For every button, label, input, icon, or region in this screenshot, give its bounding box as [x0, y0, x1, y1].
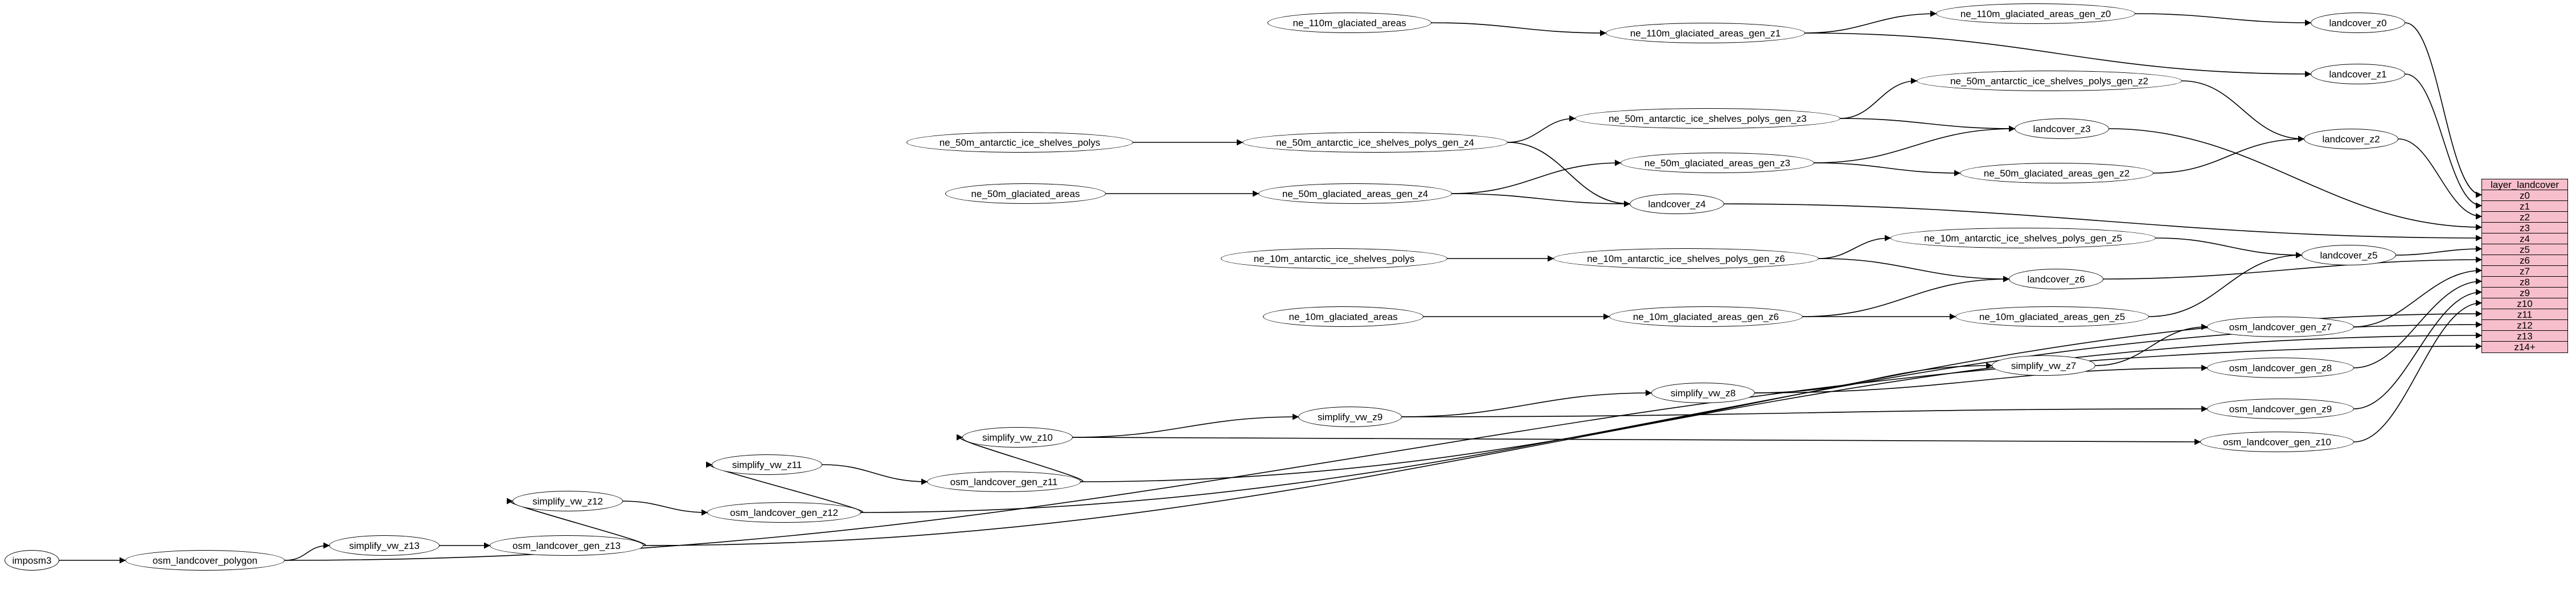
table-row: z1 — [2482, 201, 2567, 212]
edge-osm_landcover_polygon-to-simplify_vw_z13 — [285, 546, 329, 560]
node-label: ne_50m_glaciated_areas — [971, 188, 1080, 199]
edge-ne_50m_antarctic_ice_shelves_polys_gen_z4-to-landcover_z4 — [1508, 142, 1630, 204]
edge-simplify_vw_z11-to-osm_landcover_gen_z11 — [822, 465, 927, 482]
node-ne_50m_antarctic_ice_shelves_polys_gen_z2[interactable] — [1917, 71, 2182, 91]
edge-osm_landcover_gen_z12-to-layer-table — [861, 325, 2481, 512]
node-label: osm_landcover_gen_z7 — [2229, 321, 2332, 333]
node-label: landcover_z3 — [2033, 123, 2091, 134]
edge-ne_10m_antarctic_ice_shelves_polys_gen_z6-to-landcover_z6 — [1819, 259, 2009, 279]
table-row: z11 — [2482, 309, 2567, 320]
node-ne_50m_antarctic_ice_shelves_polys[interactable] — [906, 132, 1133, 153]
edge-osm_landcover_polygon-to-layer-table — [285, 346, 2481, 560]
table-header: layer_landcover — [2482, 179, 2567, 190]
table-row: z8 — [2482, 277, 2567, 288]
table-row: z4 — [2482, 233, 2567, 244]
table-row: z3 — [2482, 223, 2567, 233]
node-landcover_z5[interactable] — [2302, 245, 2396, 265]
node-imposm3[interactable] — [5, 550, 59, 571]
node-label: landcover_z6 — [2027, 273, 2085, 285]
node-osm_landcover_gen_z13[interactable] — [490, 535, 643, 556]
edge-osm_landcover_gen_z7-to-layer-table — [2354, 270, 2481, 327]
edge-ne_50m_glaciated_areas_gen_z2-to-landcover_z2 — [2153, 139, 2304, 173]
node-label: simplify_vw_z7 — [2011, 360, 2077, 371]
edge-osm_landcover_gen_z10-to-layer-table — [2354, 303, 2481, 442]
node-label: osm_landcover_gen_z8 — [2229, 362, 2332, 374]
node-label: osm_landcover_gen_z11 — [950, 476, 1058, 487]
edge-osm_landcover_gen_z8-to-layer-table — [2354, 281, 2481, 368]
edge-ne_110m_glaciated_areas-to-ne_110m_glaciated_areas_gen_z1 — [1431, 23, 1606, 33]
node-ne_110m_glaciated_areas[interactable] — [1268, 13, 1431, 33]
node-label: ne_10m_antarctic_ice_shelves_polys_gen_z5 — [1924, 232, 2122, 244]
node-ne_10m_antarctic_ice_shelves_polys_gen_z6[interactable] — [1553, 248, 1819, 269]
node-label: ne_50m_antarctic_ice_shelves_polys_gen_z4 — [1276, 137, 1474, 148]
node-ne_10m_glaciated_areas_gen_z5[interactable] — [1955, 306, 2149, 327]
node-label: landcover_z5 — [2320, 249, 2378, 261]
node-simplify_vw_z9[interactable] — [1298, 407, 1402, 427]
edge-simplify_vw_z9-to-simplify_vw_z8 — [1402, 393, 1651, 417]
node-label: landcover_z1 — [2329, 68, 2387, 80]
table-row: z7 — [2482, 266, 2567, 277]
node-ne_10m_glaciated_areas[interactable] — [1263, 306, 1424, 327]
node-label: ne_50m_glaciated_areas_gen_z3 — [1644, 157, 1791, 169]
node-ne_50m_glaciated_areas_gen_z3[interactable] — [1621, 153, 1814, 173]
table-row: z10 — [2482, 298, 2567, 309]
node-ne_110m_glaciated_areas_gen_z1[interactable] — [1606, 23, 1805, 43]
node-simplify_vw_z12[interactable] — [512, 491, 623, 511]
edge-landcover_z6-to-layer-table — [2103, 260, 2481, 279]
node-landcover_z4[interactable] — [1630, 194, 1724, 214]
node-label: osm_landcover_gen_z13 — [512, 540, 621, 551]
edge-landcover_z1-to-layer-table — [2405, 74, 2481, 206]
table-row: z14+ — [2514, 342, 2536, 352]
node-label: landcover_z4 — [1648, 198, 1706, 210]
edge-ne_50m_glaciated_areas_gen_z4-to-landcover_z4 — [1452, 194, 1630, 204]
edge-ne_110m_glaciated_areas_gen_z1-to-ne_110m_glaciated_areas_gen_z0 — [1805, 14, 1936, 33]
edge-ne_50m_antarctic_ice_shelves_polys_gen_z3-to-landcover_z3 — [1840, 118, 2015, 129]
node-osm_landcover_gen_z7[interactable] — [2207, 317, 2354, 337]
node-label: simplify_vw_z9 — [1317, 411, 1383, 423]
node-ne_10m_antarctic_ice_shelves_polys[interactable] — [1221, 248, 1447, 269]
node-osm_landcover_gen_z8[interactable] — [2207, 358, 2354, 378]
node-simplify_vw_z13[interactable] — [329, 535, 440, 556]
table-row: z0 — [2482, 190, 2567, 201]
node-simplify_vw_z7[interactable] — [1992, 355, 2095, 376]
node-ne_10m_antarctic_ice_shelves_polys_gen_z5[interactable] — [1890, 228, 2156, 248]
edge-simplify_vw_z9-to-osm_landcover_gen_z9 — [1402, 409, 2207, 417]
node-label: ne_10m_glaciated_areas — [1289, 311, 1398, 322]
node-label: ne_50m_antarctic_ice_shelves_polys_gen_z2 — [1950, 75, 2148, 87]
edge-simplify_vw_z8-to-osm_landcover_gen_z8 — [1755, 368, 2207, 393]
edge-ne_50m_antarctic_ice_shelves_polys_gen_z4-to-ne_50m_antarctic_ice_shelves_polys_gen_z3 — [1508, 118, 1575, 142]
edge-ne_110m_glaciated_areas_gen_z1-to-landcover_z1 — [1805, 33, 2311, 74]
edge-landcover_z3-to-layer-table — [2109, 129, 2481, 227]
node-osm_landcover_polygon[interactable] — [125, 550, 285, 571]
node-ne_10m_glaciated_areas_gen_z6[interactable] — [1609, 306, 1803, 327]
node-label: landcover_z2 — [2322, 133, 2380, 145]
node-ne_50m_antarctic_ice_shelves_polys_gen_z4[interactable] — [1242, 132, 1508, 153]
edge-osm_landcover_gen_z9-to-layer-table — [2354, 292, 2481, 409]
edge-osm_landcover_gen_z11-to-layer-table — [1081, 311, 2481, 482]
node-osm_landcover_gen_z11[interactable] — [927, 471, 1081, 492]
node-osm_landcover_gen_z12[interactable] — [707, 502, 861, 523]
node-label: ne_10m_glaciated_areas_gen_z5 — [1979, 311, 2126, 322]
edge-ne_10m_antarctic_ice_shelves_polys_gen_z6-to-ne_10m_antarctic_ice_shelves_polys_gen_z5 — [1819, 238, 1890, 259]
edge-simplify_vw_z10-to-simplify_vw_z9 — [1073, 417, 1298, 437]
edge-landcover_z0-to-layer-table — [2405, 23, 2481, 195]
edge-ne_10m_antarctic_ice_shelves_polys_gen_z5-to-landcover_z5 — [2156, 238, 2302, 255]
edge-ne_10m_glaciated_areas_gen_z5-to-landcover_z5 — [2149, 255, 2302, 317]
layer-landcover-table — [2481, 179, 2568, 353]
node-label: simplify_vw_z8 — [1670, 387, 1736, 399]
edge-ne_50m_glaciated_areas_gen_z4-to-ne_50m_glaciated_areas_gen_z3 — [1452, 163, 1621, 194]
node-simplify_vw_z8[interactable] — [1651, 383, 1755, 403]
node-label: ne_50m_glaciated_areas_gen_z4 — [1282, 188, 1429, 199]
node-label: landcover_z0 — [2329, 17, 2387, 28]
node-label: ne_50m_glaciated_areas_gen_z2 — [1983, 167, 2130, 179]
node-label: osm_landcover_gen_z10 — [2223, 436, 2331, 448]
node-label: ne_50m_antarctic_ice_shelves_polys_gen_z3 — [1609, 113, 1807, 124]
edge-ne_50m_antarctic_ice_shelves_polys_gen_z3-to-ne_50m_antarctic_ice_shelves_polys_gen_z2 — [1840, 81, 1917, 118]
node-label: simplify_vw_z12 — [532, 495, 603, 507]
edge-ne_50m_glaciated_areas_gen_z3-to-landcover_z3 — [1814, 129, 2015, 163]
node-landcover_z6[interactable] — [2009, 269, 2103, 289]
node-ne_50m_glaciated_areas_gen_z4[interactable] — [1258, 183, 1452, 204]
table-row: z12 — [2482, 320, 2567, 331]
node-label: ne_10m_antarctic_ice_shelves_polys_gen_z6 — [1587, 253, 1785, 264]
edge-simplify_vw_z10-to-osm_landcover_gen_z10 — [1073, 437, 2200, 442]
node-label: simplify_vw_z11 — [732, 459, 802, 470]
node-label: imposm3 — [12, 555, 52, 566]
node-label: ne_50m_antarctic_ice_shelves_polys — [939, 137, 1101, 148]
node-label: osm_landcover_gen_z12 — [730, 507, 838, 518]
node-label: ne_110m_glaciated_areas — [1293, 17, 1406, 28]
edge-simplify_vw_z12-to-osm_landcover_gen_z12 — [623, 501, 707, 512]
node-osm_landcover_gen_z9[interactable] — [2207, 399, 2354, 419]
node-ne_50m_glaciated_areas_gen_z2[interactable] — [1960, 163, 2153, 183]
edge-simplify_vw_z7-to-osm_landcover_gen_z7 — [2095, 327, 2207, 366]
edge-ne_110m_glaciated_areas_gen_z0-to-landcover_z0 — [2135, 14, 2311, 23]
node-label: simplify_vw_z13 — [349, 540, 420, 551]
node-simplify_vw_z10[interactable] — [962, 427, 1073, 448]
node-label: ne_110m_glaciated_areas_gen_z0 — [1960, 8, 2111, 19]
table-row: z2 — [2482, 212, 2567, 223]
node-ne_50m_glaciated_areas[interactable] — [945, 183, 1106, 204]
node-landcover_z0[interactable] — [2311, 13, 2405, 33]
node-simplify_vw_z11[interactable] — [712, 454, 822, 475]
node-landcover_z1[interactable] — [2311, 64, 2405, 84]
node-label: ne_110m_glaciated_areas_gen_z1 — [1630, 27, 1781, 39]
node-label: osm_landcover_polygon — [152, 555, 258, 566]
node-label: ne_10m_antarctic_ice_shelves_polys — [1253, 253, 1415, 264]
table-row: z6 — [2482, 255, 2567, 266]
edge-ne_50m_glaciated_areas_gen_z3-to-ne_50m_glaciated_areas_gen_z2 — [1814, 163, 1960, 173]
table-row: z13 — [2482, 331, 2567, 342]
node-landcover_z3[interactable] — [2015, 118, 2109, 139]
edge-ne_50m_antarctic_ice_shelves_polys_gen_z2-to-landcover_z2 — [2182, 81, 2304, 139]
node-landcover_z2[interactable] — [2304, 129, 2398, 149]
table-row: z9 — [2482, 288, 2567, 298]
node-label: ne_10m_glaciated_areas_gen_z6 — [1632, 311, 1779, 322]
node-ne_50m_antarctic_ice_shelves_polys_gen_z3[interactable] — [1575, 108, 1840, 129]
node-ne_110m_glaciated_areas_gen_z0[interactable] — [1936, 3, 2135, 24]
node-osm_landcover_gen_z10[interactable] — [2200, 432, 2354, 452]
edge-landcover_z5-to-layer-table — [2396, 249, 2481, 255]
node-label: osm_landcover_gen_z9 — [2229, 403, 2332, 415]
edge-landcover_z2-to-layer-table — [2398, 139, 2481, 216]
node-label: simplify_vw_z10 — [982, 432, 1053, 443]
table-row: z5 — [2482, 244, 2567, 255]
edge-simplify_vw_z8-to-simplify_vw_z7 — [1755, 366, 1992, 393]
